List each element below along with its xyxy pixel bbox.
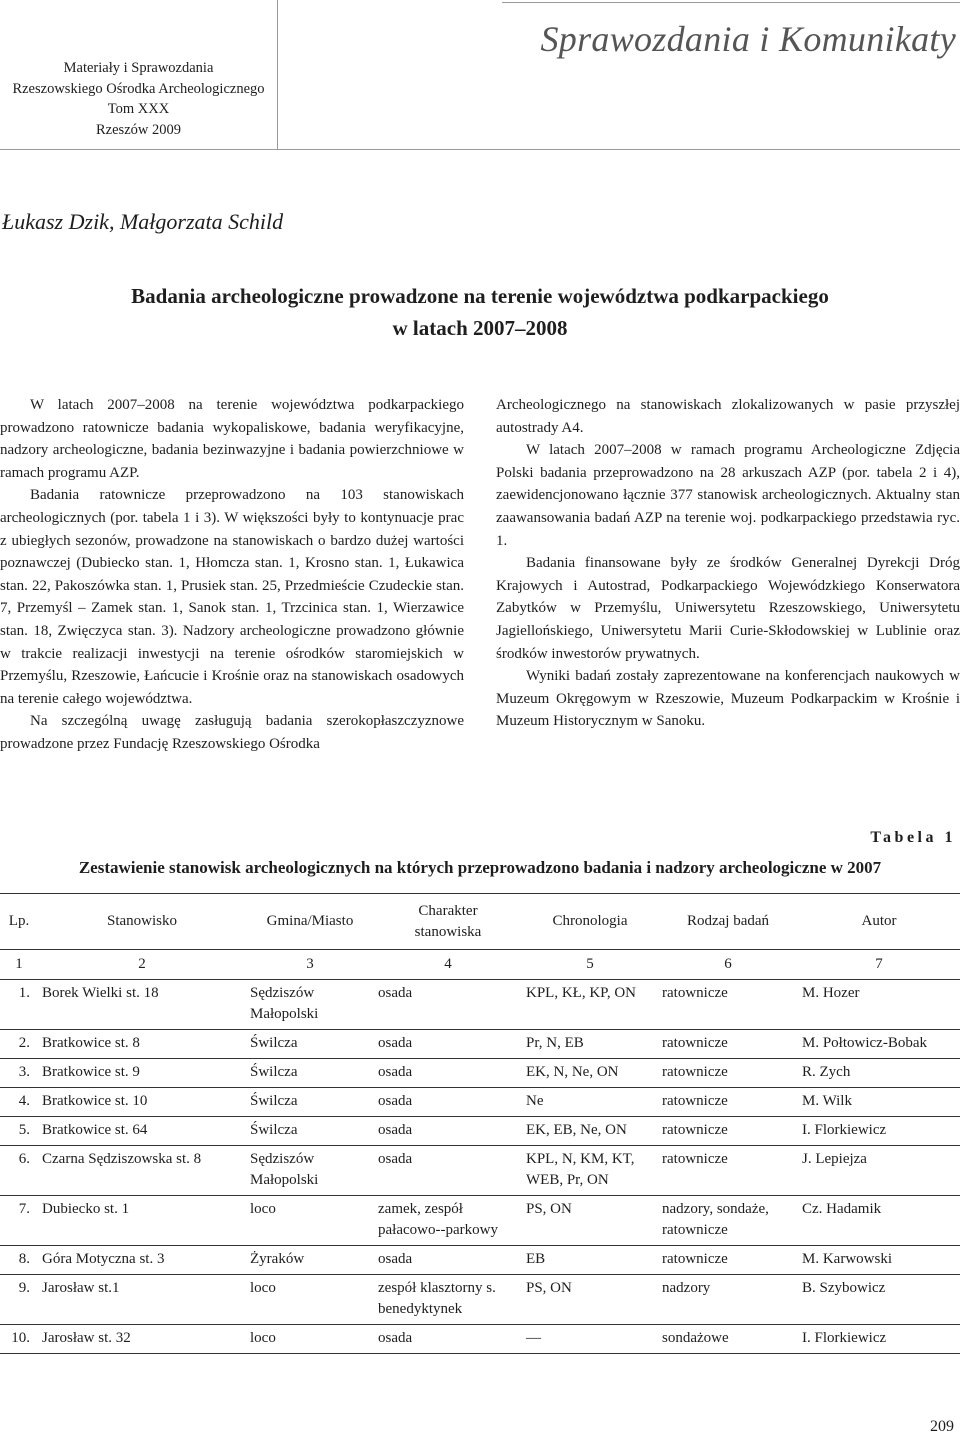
table-row: [0, 1088, 960, 1117]
row-charakter: zespół klasztorny s. benedyktynek: [374, 1275, 522, 1325]
column-number-row: [0, 950, 960, 980]
row-lp: 3.: [0, 1059, 38, 1088]
table-row: [0, 1146, 960, 1196]
row-autor: J. Lepiejza: [798, 1146, 960, 1196]
table-row: [0, 1196, 960, 1246]
row-lp: 5.: [0, 1117, 38, 1146]
column-number: 1: [0, 950, 38, 980]
header-rodzaj: Rodzaj badań: [658, 894, 798, 950]
row-gmina: loco: [246, 1196, 374, 1246]
row-chronologia: KPL, KŁ, KP, ON: [522, 980, 658, 1030]
header-gmina: Gmina/Miasto: [246, 894, 374, 950]
column-number: 6: [658, 950, 798, 980]
row-stanowisko: Bratkowice st. 8: [38, 1030, 246, 1059]
table-title: Zestawienie stanowisk archeologicznych na których przeprowadzono badania i nadzory archeologiczne w 2007: [78, 858, 882, 877]
row-chronologia: PS, ON: [522, 1196, 658, 1246]
row-chronologia: EB: [522, 1246, 658, 1275]
table-header-row: [0, 894, 960, 950]
row-rodzaj: ratownicze: [658, 980, 798, 1030]
sites-table: [0, 893, 960, 1354]
row-stanowisko: Dubiecko st. 1: [38, 1196, 246, 1246]
row-lp: 4.: [0, 1088, 38, 1117]
page-header: [0, 0, 960, 150]
row-chronologia: PS, ON: [522, 1275, 658, 1325]
row-chronologia: EK, N, Ne, ON: [522, 1059, 658, 1088]
table-row: [0, 1275, 960, 1325]
row-charakter: osada: [374, 1117, 522, 1146]
row-charakter: osada: [374, 980, 522, 1030]
row-autor: Cz. Hadamik: [798, 1196, 960, 1246]
row-autor: I. Florkiewicz: [798, 1117, 960, 1146]
paragraph: Na szczególną uwagę zasługują badania szerokopłaszczyznowe prowadzone przez Fundację Rzeszowskiego Ośrodka: [0, 713, 464, 752]
row-charakter: zamek, zespół pałacowo--parkowy: [374, 1196, 522, 1246]
header-autor: Autor: [798, 894, 960, 950]
row-charakter: osada: [374, 1059, 522, 1088]
row-autor: I. Florkiewicz: [798, 1325, 960, 1354]
row-gmina: Sędziszów Małopolski: [246, 1146, 374, 1196]
page-number: 209: [930, 1418, 954, 1435]
journal-info: [0, 0, 278, 150]
section-title: Sprawozdania i Komunikaty: [540, 19, 956, 59]
paragraph: Badania finansowane były ze środków Generalnej Dyrekcji Dróg Krajowych i Autostrad, Podkarpackiego Wojewódzkiego Konserwatora Zabytków w Przemyślu, Uniwersytetu Rzeszowskiego, Uniwersytetu Jagiellońskiego, Uniwersytetu Marii Curie-Skłodowskiej w Lublinie oraz środków inwestorów prywatnych.: [496, 555, 960, 662]
table-row: [0, 1325, 960, 1354]
row-rodzaj: ratownicze: [658, 1059, 798, 1088]
header-divider: [278, 149, 960, 150]
row-gmina: loco: [246, 1325, 374, 1354]
table-row: [0, 1246, 960, 1275]
row-rodzaj: ratownicze: [658, 1146, 798, 1196]
row-charakter: osada: [374, 1146, 522, 1196]
row-charakter: osada: [374, 1088, 522, 1117]
row-gmina: Świlcza: [246, 1030, 374, 1059]
paragraph: Archeologicznego na stanowiskach zlokalizowanych w pasie przyszłej autostrady A4.: [496, 397, 960, 436]
row-gmina: Świlcza: [246, 1059, 374, 1088]
row-lp: 7.: [0, 1196, 38, 1246]
title-line-2: w latach 2007–2008: [392, 316, 568, 340]
column-number: 3: [246, 950, 374, 980]
header-lp: Lp.: [0, 894, 38, 950]
row-rodzaj: nadzory: [658, 1275, 798, 1325]
row-gmina: loco: [246, 1275, 374, 1325]
row-lp: 9.: [0, 1275, 38, 1325]
paragraph: Badania ratownicze przeprowadzono na 103 stanowiskach archeologicznych (por. tabela 1 i 3). W większości były to kontynuacje prac z ubiegłych sezonów, prowadzone na stanowiskach o bardzo dużej wartości poznawczej (Dubiecko stan. 1, Hłomcza stan. 1, Krosno stan. 1, Łukawica stan. 22, Pakoszówka stan. 1, Prusiek stan. 25, Przedmieście Czudeckie stan. 7, Przemyśl – Zamek stan. 1, Sanok stan. 1, Trzcinica stan. 1, Wierzawice stan. 18, Zwięczyca stan. 3). Nadzory archeologiczne prowadzono głównie w trakcie realizacji inwestycji na terenie ośrodków staromiejskich w Przemyślu, Rzeszowie, Łańcucie i Krośnie oraz na stanowiskach osadowych na terenie całego województwa.: [0, 487, 464, 707]
column-number: 5: [522, 950, 658, 980]
left-column: [0, 394, 464, 756]
table-row: [0, 1117, 960, 1146]
row-gmina: Sędziszów Małopolski: [246, 980, 374, 1030]
column-number: 2: [38, 950, 246, 980]
journal-line: Rzeszowskiego Ośrodka Archeologicznego: [12, 80, 265, 97]
row-autor: B. Szybowicz: [798, 1275, 960, 1325]
row-stanowisko: Czarna Sędziszowska st. 8: [38, 1146, 246, 1196]
row-rodzaj: ratownicze: [658, 1088, 798, 1117]
row-chronologia: Ne: [522, 1088, 658, 1117]
journal-line: Rzeszów 2009: [96, 121, 181, 138]
row-autor: M. Karwowski: [798, 1246, 960, 1275]
row-stanowisko: Góra Motyczna st. 3: [38, 1246, 246, 1275]
paragraph: W latach 2007–2008 w ramach programu Archeologiczne Zdjęcia Polski badania przeprowadzono na 28 arkuszach AZP (por. tabela 2 i 4), zaewidencjonowano łącznie 377 stanowisk archeologicznych. Aktualny stan zaawansowania badań AZP na terenie woj. podkarpackiego przedstawia ryc. 1.: [496, 442, 960, 549]
row-stanowisko: Jarosław st. 32: [38, 1325, 246, 1354]
row-autor: M. Wilk: [798, 1088, 960, 1117]
row-lp: 2.: [0, 1030, 38, 1059]
row-stanowisko: Bratkowice st. 64: [38, 1117, 246, 1146]
table-row: [0, 1030, 960, 1059]
row-gmina: Świlcza: [246, 1117, 374, 1146]
row-stanowisko: Borek Wielki st. 18: [38, 980, 246, 1030]
column-number: 4: [374, 950, 522, 980]
row-charakter: osada: [374, 1246, 522, 1275]
column-number: 7: [798, 950, 960, 980]
row-lp: 1.: [0, 980, 38, 1030]
row-stanowisko: Jarosław st.1: [38, 1275, 246, 1325]
row-charakter: osada: [374, 1030, 522, 1059]
row-gmina: Żyraków: [246, 1246, 374, 1275]
row-rodzaj: ratownicze: [658, 1030, 798, 1059]
row-lp: 8.: [0, 1246, 38, 1275]
row-autor: M. Hozer: [798, 980, 960, 1030]
row-chronologia: EK, EB, Ne, ON: [522, 1117, 658, 1146]
row-lp: 6.: [0, 1146, 38, 1196]
section-box: [502, 2, 960, 59]
article-authors: Łukasz Dzik, Małgorzata Schild: [2, 209, 284, 234]
row-gmina: Świlcza: [246, 1088, 374, 1117]
row-rodzaj: sondażowe: [658, 1325, 798, 1354]
table-row: [0, 1059, 960, 1088]
header-stanowisko: Stanowisko: [38, 894, 246, 950]
row-rodzaj: nadzory, sondaże, ratownicze: [658, 1196, 798, 1246]
row-autor: M. Połtowicz-Bobak: [798, 1030, 960, 1059]
row-rodzaj: ratownicze: [658, 1246, 798, 1275]
row-stanowisko: Bratkowice st. 10: [38, 1088, 246, 1117]
table-row: [0, 980, 960, 1030]
row-charakter: osada: [374, 1325, 522, 1354]
row-stanowisko: Bratkowice st. 9: [38, 1059, 246, 1088]
right-column: [496, 394, 960, 733]
row-rodzaj: ratownicze: [658, 1117, 798, 1146]
paragraph: Wyniki badań zostały zaprezentowane na konferencjach naukowych w Muzeum Okręgowym w Rzeszowie, Muzeum Podkarpackim w Krośnie i Muzeum Historycznym w Sanoku.: [496, 668, 960, 730]
header-chronologia: Chronologia: [522, 894, 658, 950]
row-chronologia: Pr, N, EB: [522, 1030, 658, 1059]
row-chronologia: KPL, N, KM, KT, WEB, Pr, ON: [522, 1146, 658, 1196]
article-title: [0, 280, 960, 344]
row-chronologia: —: [522, 1325, 658, 1354]
header-charakter: Charakter stanowiska: [374, 894, 522, 950]
table-label: Tabela 1: [870, 829, 956, 846]
row-autor: R. Zych: [798, 1059, 960, 1088]
journal-line: Tom XXX: [107, 101, 170, 117]
row-lp: 10.: [0, 1325, 38, 1354]
title-line-1: Badania archeologiczne prowadzone na terenie województwa podkarpackiego: [131, 284, 829, 308]
paragraph: W latach 2007–2008 na terenie województwa podkarpackiego prowadzono ratownicze badania wykopaliskowe, badania weryfikacyjne, nadzory archeologiczne, badania bezinwazyjne i badania powierzchniowe w ramach programu AZP.: [0, 397, 464, 481]
journal-line: Materiały i Sprawozdania: [63, 60, 214, 76]
